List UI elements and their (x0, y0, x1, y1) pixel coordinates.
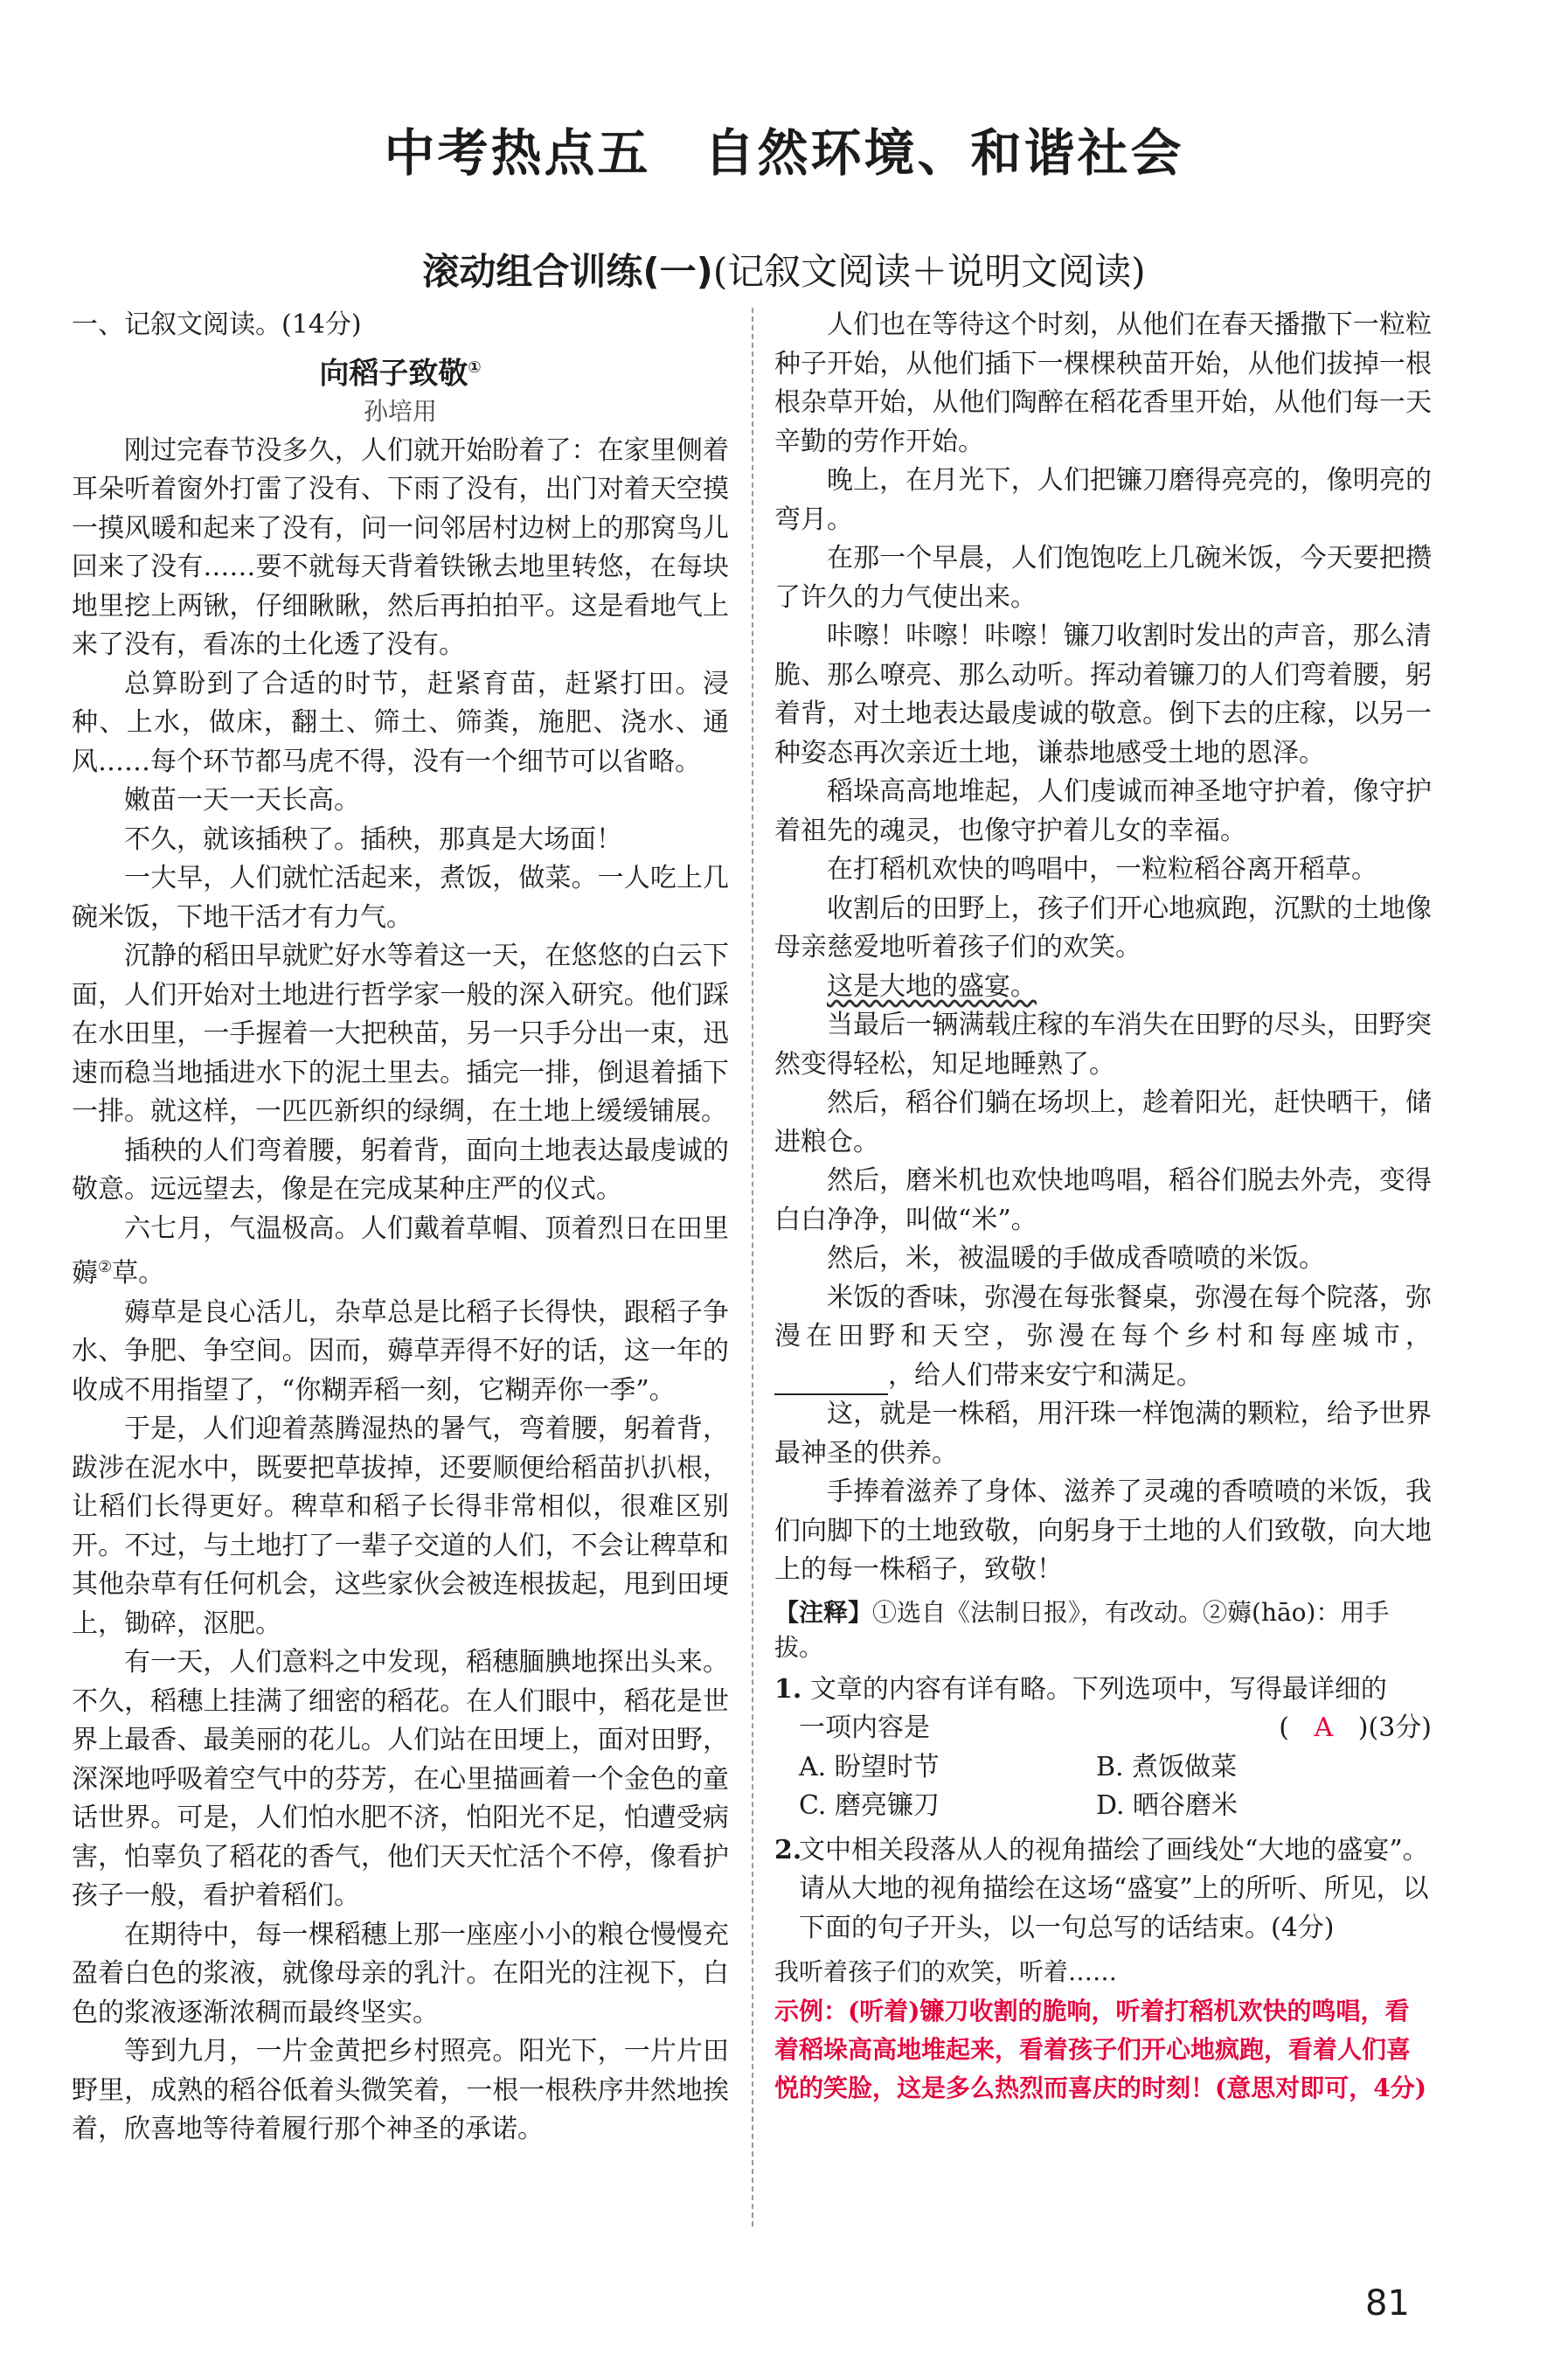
option-b[interactable]: B. 煮饭做菜 (1096, 1751, 1238, 1782)
right-paragraph: 人们也在等待这个时刻，从他们在春天播撒下一粒粒种子开始，从他们插下一棵棵秧苗开始，从他们拔掉一根根杂草开始，从他们陶醉在稻花香里开始，从他们每一天辛勤的劳作开始。 (774, 309, 1432, 457)
paragraph-rice-aroma: 米饭的香味，弥漫在每张餐桌，弥漫在每个院落，弥漫在田野和天空，弥漫在每个乡村和每座城市，，给人们带来安宁和满足。 (774, 1279, 1432, 1396)
right-paragraphs-3 (774, 1395, 1432, 1590)
right-paragraph: 手捧着滋养了身体、滋养了灵魂的香喷喷的米饭，我们向脚下的土地致敬，向躬身于土地的人们致敬，向大地上的每一株稻子，致敬！ (774, 1476, 1432, 1585)
question-1-number: 1. (774, 1673, 802, 1705)
left-paragraph: 在期待中，每一棵稻穗上那一座座小小的粮仓慢慢充盈着白色的浆液，就像母亲的乳汁。在阳光的注视下，白色的浆液逐渐浓稠而最终坚实。 (72, 1919, 729, 2028)
question-2 (774, 1831, 1432, 2108)
left-paragraphs (72, 432, 729, 1210)
right-paragraph: 这，就是一株稻，用汗珠一样饱满的颗粒，给予世界最神圣的供养。 (774, 1399, 1432, 1469)
left-paragraph: 薅草是良心活儿，杂草总是比稻子长得快，跟稻子争水、争肥、争空间。因而，薅草弄得不好的话，这一年的收成不用指望了，“你糊弄稻一刻，它糊弄你一季”。 (72, 1296, 729, 1406)
footnote-mark-1: ① (468, 358, 482, 377)
annotation: 【注释】①选自《法制日报》，有改动。②薅(hāo)：用手拔。 (774, 1597, 1390, 1662)
paragraph-weeding-heat: 六七月，气温极高。人们戴着草帽、顶着烈日在田里薅②草。 (72, 1212, 729, 1289)
wavy-underline-sentence: 这是大地的盛宴。 (827, 970, 1037, 1002)
right-column (774, 306, 1432, 2108)
left-paragraph: 等到九月，一片金黄把乡村照亮。阳光下，一片片田野里，成熟的稻谷低着头微笑着，一根一根秩序井然地挨着，欣喜地等待着履行那个神圣的承诺。 (72, 2036, 729, 2145)
left-paragraph: 有一天，人们意料之中发现，稻穗腼腆地探出头来。不久，稻穗上挂满了细密的稻花。在人们眼中，稻花是世界上最香、最美丽的花儿。人们站在田埂上，面对田野，深深地呼吸着空气中的芬芳，在心里描画着一个金色的童话世界。可是，人们怕水肥不济，怕阳光不足，怕遭受病害，怕辜负了稻花的香气，他们天天忙活个不停，像看护孩子一般，看护着稻们。 (72, 1647, 729, 1912)
left-paragraph: 嫩苗一天一天长高。 (124, 785, 360, 816)
question-1-answer: A (1314, 1712, 1334, 1743)
question-2-answer: 示例：(听着)镰刀收割的脆响，听着打稻机欢快的鸣唱，看着稻垛高高地堆起来，看着孩子们开心地疯跑，看着人们喜悦的笑脸，这是多么热烈而喜庆的时刻！(意思对即可，4分) (774, 1996, 1426, 2102)
question-1-stem: 文章的内容有详有略。下列选项中，写得最详细的 (809, 1673, 1387, 1705)
question-2-lead: 我听着孩子们的欢笑，听着…… (774, 1957, 1118, 1986)
question-2-number: 2. (774, 1834, 802, 1865)
right-paragraph: 在打稻机欢快的鸣唱中，一粒粒稻谷离开稻草。 (827, 854, 1377, 885)
left-paragraph: 一大早，人们就忙活起来，煮饭，做菜。一人吃上几碗米饭，下地干活才有力气。 (72, 863, 729, 933)
main-title: 中考热点五 自然环境、和谐社会 (384, 123, 1184, 183)
left-paragraphs-2 (72, 1294, 729, 2150)
option-c[interactable]: C. 磨亮镰刀 (799, 1790, 940, 1821)
question-1-answer-paren: ( A )(3分) (1279, 1712, 1432, 1743)
left-paragraph: 刚过完春节没多久，人们就开始盼着了：在家里侧着耳朵听着窗外打雷了没有、下雨了没有，出门对着天空摸一摸风暖和起来了没有，问一问邻居村边树上的那窝鸟儿回来了没有……要不就每天背着铁锹去地里转悠，在每块地里挖上两锹，仔细瞅瞅，然后再拍拍平。这是看地气上来了没有，看冻的土化透了没有。 (72, 434, 729, 661)
right-paragraph: 然后，磨米机也欢快地鸣唱，稻谷们脱去外壳，变得白白净净，叫做“米”。 (774, 1165, 1432, 1235)
option-a[interactable]: A. 盼望时节 (799, 1751, 940, 1782)
left-paragraph: 插秧的人们弯着腰，躬着背，面向土地表达最虔诚的敬意。远远望去，像是在完成某种庄严的仪式。 (72, 1135, 729, 1205)
left-paragraph: 总算盼到了合适的时节，赶紧育苗，赶紧打田。浸种、上水，做床，翻土、筛土、筛粪，施肥、浇水、通风……每个环节都马虎不得，没有一个细节可以省略。 (72, 668, 729, 777)
right-paragraphs (774, 306, 1432, 968)
left-column (72, 306, 729, 2150)
page-number: 81 (1365, 2283, 1410, 2324)
sub-title-rest: (记叙文阅读＋说明文阅读) (712, 250, 1146, 293)
left-paragraph: 沉静的稻田早就贮好水等着这一天，在悠悠的白云下面，人们开始对土地进行哲学家一般的深入研究。他们踩在水田里，一手握着一大把秧苗，另一只手分出一束，迅速而稳当地插进水下的泥土里去。插完一排，倒退着插下一排。就这样，一匹匹新织的绿绸，在土地上缓缓铺展。 (72, 941, 729, 1128)
left-paragraph: 于是，人们迎着蒸腾湿热的暑气，弯着腰，躬着背，跋涉在泥水中，既要把草拔掉，还要顺便给稻苗扒扒根，让稻们长得更好。稗草和稻子长得非常相似，很难区别开。不过，与土地打了一辈子交道的人们，不会让稗草和其他杂草有任何机会，这些家伙会被连根拔起，甩到田埂上，锄碎，沤肥。 (72, 1414, 729, 1639)
article-author: 孙培用 (363, 397, 437, 427)
right-paragraph: 晚上，在月光下，人们把镰刀磨得亮亮的，像明亮的弯月。 (774, 465, 1432, 535)
right-paragraphs-2 (774, 1006, 1432, 1279)
right-paragraph: 当最后一辆满载庄稼的车消失在田野的尽头，田野突然变得轻松，知足地睡熟了。 (774, 1010, 1432, 1080)
question-2-stem: 文中相关段落从人的视角描绘了画线处“大地的盛宴”。请从大地的视角描绘在这场“盛宴”上的所听、所见，以下面的句子开头，以一句总写的话结束。(4分) (799, 1834, 1429, 1943)
article-title: 向稻子致敬① (319, 355, 482, 391)
question-1 (774, 1671, 1432, 1826)
column-divider (752, 308, 753, 2227)
right-paragraph: 收割后的田野上，孩子们开心地疯跑，沉默的土地像母亲慈爱地听着孩子们的欢笑。 (774, 893, 1432, 962)
right-paragraph: 然后，米，被温暖的手做成香喷喷的米饭。 (827, 1243, 1325, 1274)
option-d[interactable]: D. 晒谷磨米 (1096, 1790, 1238, 1821)
footnote-mark-2: ② (98, 1258, 113, 1277)
right-paragraph: 在那一个早晨，人们饱饱吃上几碗米饭，今天要把攒了许久的力气使出来。 (774, 543, 1432, 613)
question-1-stem-2: 一项内容是 (799, 1712, 930, 1743)
right-paragraph: 然后，稻谷们躺在场坝上，趁着阳光，赶快晒干，储进粮仓。 (774, 1087, 1432, 1157)
paragraph-feast (774, 968, 1432, 1007)
fill-in-blank[interactable] (774, 1367, 888, 1395)
section-heading: 一、记叙文阅读。(14分) (72, 309, 362, 340)
left-paragraph: 不久，就该插秧了。插秧，那真是大场面！ (124, 823, 622, 855)
right-paragraph: 咔嚓！咔嚓！咔嚓！镰刀收割时发出的声音，那么清脆、那么嘹亮、那么动听。挥动着镰刀的人们弯着腰，躬着背，对土地表达最虔诚的敬意。倒下去的庄稼，以另一种姿态再次亲近土地，谦恭地感受土地的恩泽。 (774, 621, 1432, 768)
sub-title-bold: 滚动组合训练(一) (422, 250, 713, 293)
sub-title (0, 243, 1568, 295)
right-paragraph: 稻垛高高地堆起，人们虔诚而神圣地守护着，像守护着祖先的魂灵，也像守护着儿女的幸福。 (774, 776, 1432, 846)
